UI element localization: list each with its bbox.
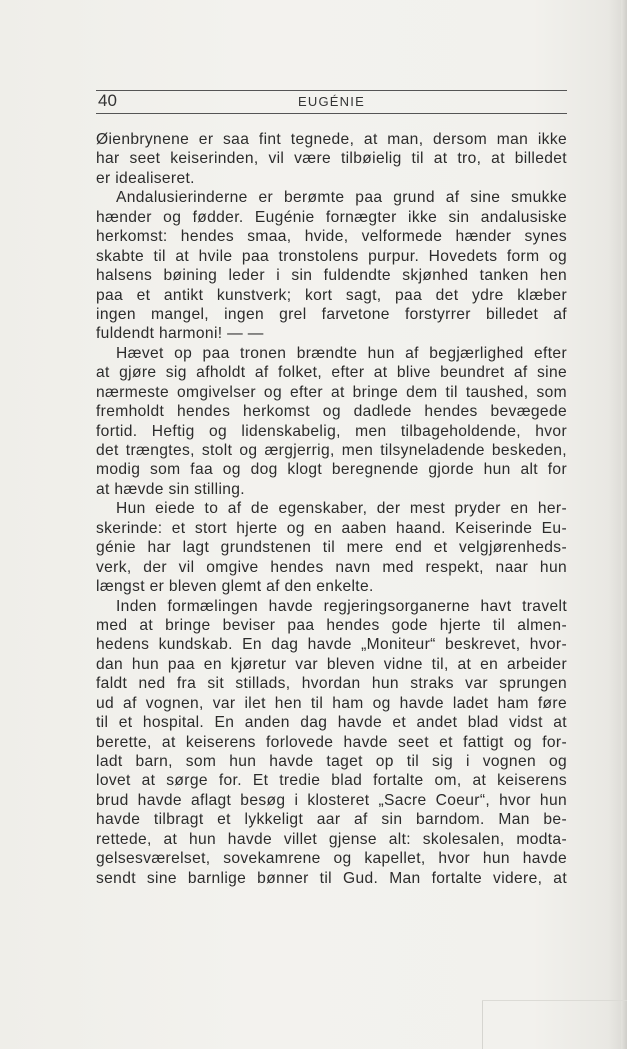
- page-edge: [621, 0, 627, 1049]
- text-line: dan hun paa en kjøretur var bleven vidne til, at en arbeider: [96, 655, 567, 673]
- text-line: længst er bleven glemt af den enkelte.: [96, 578, 374, 596]
- text-line: Inden formælingen havde regjeringsorganerne havt travelt: [116, 597, 567, 615]
- text-line: ladt barn, som hun havde taget op til sig i vognen og: [96, 753, 567, 770]
- text-line: hedens kundskab. En dag havde „Moniteur“ beskrevet, hvor-: [96, 636, 567, 654]
- text-line: har seet keiserinden, vil være tilbøielig til at tro, at billedet: [96, 150, 567, 168]
- page-number: 40: [98, 91, 117, 110]
- text-line: lovet at sørge for. Et tredie blad fortalte om, at keiserens: [96, 772, 567, 790]
- header-rule-bottom: [96, 113, 567, 114]
- text-line: sendt sine barnlige bønner til Gud. Man fortalte videre, at: [96, 869, 567, 887]
- text-line: brud havde aflagt besøg i klosteret „Sacre Coeur“, hvor hun: [96, 791, 567, 809]
- page-header: [96, 86, 567, 116]
- text-line: med at bringe beviser paa hendes gode hjerte til almen-: [96, 616, 567, 634]
- text-line: skerinde: et stort hjerte og en aaben haand. Keiserinde Eu-: [96, 519, 567, 537]
- text-line: halsens bøining leder i sin fuldendte skjønhed tanken hen: [96, 267, 567, 285]
- text-line: at gjøre sig afholdt af folket, efter at blive beundret af sine: [96, 364, 567, 382]
- text-line: herkomst: hendes smaa, hvide, velformede hænder synes: [96, 228, 567, 246]
- text-line: Andalusierinderne er berømte paa grund af sine smukke: [116, 189, 567, 207]
- text-line: nærmeste omgivelser og efter at bringe dem til taushed, som: [96, 383, 567, 401]
- text-line: génie har lagt grundstenen til mere end et velgjørenheds-: [96, 539, 567, 557]
- page-corner-mark-horizontal: [482, 1000, 627, 1001]
- text-line: skabte til at hvile paa tronstolens purpur. Hovedets form og: [96, 247, 567, 265]
- text-line: Hævet op paa tronen brændte hun af begjærlighed efter: [116, 344, 567, 362]
- text-line: til et hospital. En anden dag havde et andet blad vidst at: [96, 714, 567, 732]
- text-line: gelsesværelset, sovekamrene og kapellet, hvor hun havde: [96, 850, 567, 868]
- text-line: rettede, at hun havde villet gjense alt: skolesalen, modta-: [96, 830, 567, 848]
- text-line: fremholdt hendes herkomst og dadlede hendes bevægede: [96, 403, 567, 421]
- text-line: fortid. Heftig og lidenskabelig, men tilbageholdende, hvor: [96, 422, 567, 440]
- text-line: hænder og fødder. Eugénie fornægter ikke sin andalusiske: [96, 208, 567, 226]
- text-line: fuldendt harmoni! — —: [96, 325, 264, 343]
- text-line: modig som faa og dog klogt beregnende gjorde hun alt for: [96, 461, 567, 479]
- text-line: Hun eiede to af de egenskaber, der mest pryder en her-: [116, 500, 567, 518]
- text-line: er idealiseret.: [96, 169, 195, 187]
- text-line: verk, der vil omgive hendes navn med respekt, naar hun: [96, 558, 567, 576]
- text-line: havde tilbragt et lykkeligt aar af sin barndom. Man be-: [96, 811, 567, 829]
- text-line: det trængtes, stolt og ærgjerrig, men tilsyneladende beskeden,: [96, 442, 567, 459]
- text-line: berette, at keiserens forlovede havde seet et fattigt og for-: [96, 733, 567, 751]
- body-text: [96, 130, 567, 888]
- header-rule-top: [96, 90, 567, 91]
- running-head: EUGÉNIE: [298, 94, 365, 109]
- text-line: ingen mangel, ingen grel farvetone forstyrrer billedet af: [96, 305, 567, 323]
- page-corner-mark: [482, 1000, 483, 1049]
- text-line: Øienbrynene er saa fint tegnede, at man, dersom man ikke: [96, 131, 567, 148]
- text-line: faldt ned fra sit stillads, hvordan hun straks var sprungen: [96, 675, 567, 693]
- text-line: paa et antikt kunstverk; kort sagt, paa det ydre klæber: [96, 286, 567, 304]
- text-line: at hævde sin stilling.: [96, 480, 245, 498]
- text-line: ud af vognen, var ilet hen til ham og havde ladet ham føre: [96, 694, 567, 712]
